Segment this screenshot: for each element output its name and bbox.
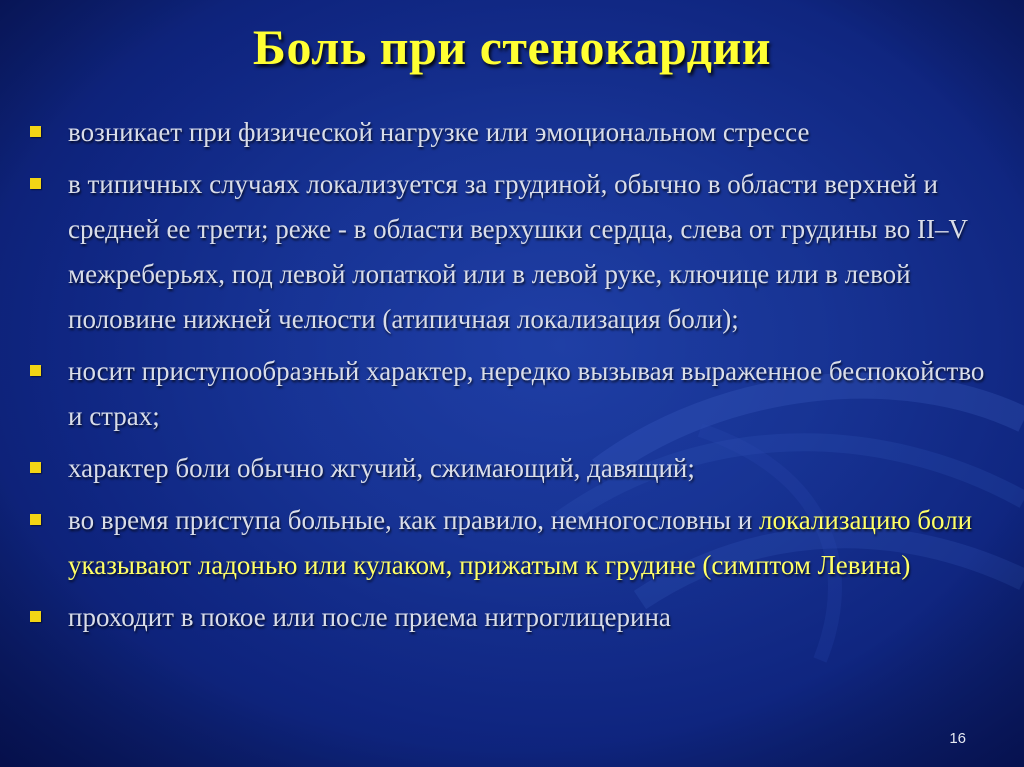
square-bullet-icon bbox=[30, 178, 41, 189]
list-item-text: характер боли обычно жгучий, сжимающий, давящий; bbox=[68, 453, 695, 483]
square-bullet-icon bbox=[30, 126, 41, 137]
list-item-text: проходит в покое или после приема нитроглицерина bbox=[68, 602, 671, 632]
list-item-text: носит приступообразный характер, нередко вызывая выраженное беспокойство и страх; bbox=[68, 356, 985, 431]
list-item bbox=[30, 162, 1005, 342]
list-item bbox=[30, 446, 1005, 491]
bullet-list bbox=[30, 110, 1005, 647]
list-item bbox=[30, 595, 1005, 640]
list-item-text: в типичных случаях локализуется за грудиной, обычно в области верхней и средней ее трети; реже - в области верхушки сердца, слева от грудины во II–V межреберьях, под левой лопаткой или в левой руке, ключице или в левой половине нижней челюсти (атипичная локализация боли); bbox=[68, 169, 968, 334]
list-item bbox=[30, 498, 1005, 588]
list-item bbox=[30, 349, 1005, 439]
list-item bbox=[30, 110, 1005, 155]
square-bullet-icon bbox=[30, 365, 41, 376]
square-bullet-icon bbox=[30, 462, 41, 473]
list-item-text: во время приступа больные, как правило, немногословны и bbox=[68, 505, 760, 535]
slide-title: Боль при стенокардии bbox=[252, 19, 772, 75]
square-bullet-icon bbox=[30, 611, 41, 622]
page-number: 16 bbox=[949, 730, 966, 747]
square-bullet-icon bbox=[30, 514, 41, 525]
highlighted-text: локализацию боли указывают ладонью или кулаком, прижатым к грудине (симптом Левина) bbox=[68, 505, 973, 580]
list-item-text: возникает при физической нагрузке или эмоциональном стрессе bbox=[68, 117, 810, 147]
